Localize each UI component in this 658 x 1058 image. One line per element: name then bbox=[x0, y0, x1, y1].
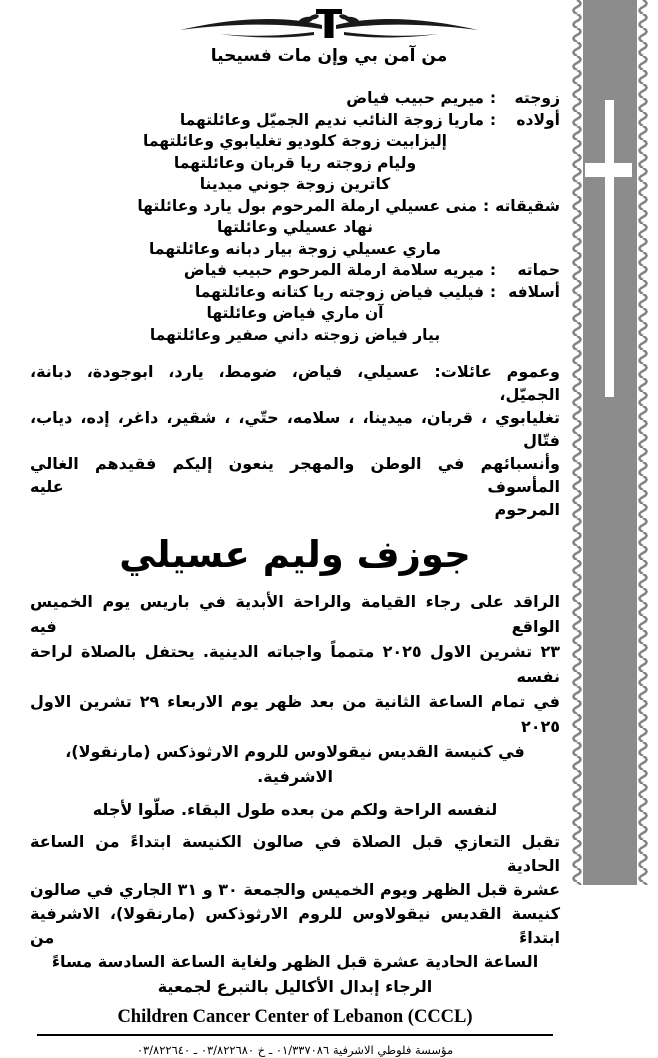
relation-value: ميريه سلامة ارملة المرحوم حبيب فياض bbox=[183, 261, 484, 279]
colon-separator: : bbox=[489, 261, 497, 279]
scripture-verse: من آمن بي وإن مات فسيحيا bbox=[210, 46, 448, 66]
paragraph-line: في تمام الساعة الثانية من بعد ظهر يوم الاربعاء ٢٩ تشرين الاول ٢٠٢٥ bbox=[30, 692, 561, 736]
relation-label: أولاده bbox=[516, 110, 560, 129]
paragraph-line: في كنيسة القديس نيقولاوس للروم الارثوذكس (مارنقولا)، الاشرفية. bbox=[65, 742, 525, 786]
family-row-sisters bbox=[30, 196, 560, 218]
blessing-line: لنفسه الراحة ولكم من بعده طول البقاء. صلّوا لأجله bbox=[92, 800, 498, 819]
paragraph-line: المرحوم bbox=[494, 500, 560, 519]
paragraph-line: وأنسبائهم في الوطن والمهجر ينعون إليكم فقيدهم الغالي المأسوف عليه bbox=[30, 454, 560, 496]
relation-value: فيليب فياض زوجته ريا كتانه وعائلتهما bbox=[194, 282, 484, 301]
relation-label: زوجته bbox=[514, 89, 560, 107]
relation-label: شقيقاته bbox=[495, 196, 560, 215]
paragraph-line: ٢٣ تشرين الاول ٢٠٢٥ متمماً واجباته الدينية. يحتفل بالصلاة لراحة نفسه bbox=[30, 642, 560, 686]
paragraph-line: كنيسة القديس نيقولاوس للروم الارثوذكس (مارنقولا)، الاشرفية ابتداءً من bbox=[30, 904, 560, 947]
colon-separator: : bbox=[489, 89, 497, 107]
colon-separator: : bbox=[489, 110, 497, 129]
family-row-wife bbox=[30, 88, 560, 110]
family-row-children bbox=[30, 110, 560, 132]
paragraph-line: تغليابوي ، قربان، ميدينا، ، سلامه، حتّي، ، شقير، داغر، إده، دياب، فتّال bbox=[30, 408, 560, 450]
family-member-line: كاترين زوجة جوني ميدينا bbox=[199, 175, 391, 193]
family-row-in-laws bbox=[30, 282, 560, 304]
charity-name: Children Cancer Center of Lebanon (CCCL) bbox=[117, 1007, 473, 1027]
side-band bbox=[568, 0, 658, 885]
condolences-paragraph bbox=[30, 830, 560, 974]
family-member-line: إليزابيت زوجة كلوديو تغليابوي وعائلتهما bbox=[143, 132, 447, 150]
paragraph-line: تقبل التعازي قبل الصلاة في صالون الكنيسة ابتداءً من الساعة الحادية bbox=[30, 832, 560, 875]
family-row-mother-in-law bbox=[30, 260, 560, 282]
family-member-line: وليام زوجته ريا قربان وعائلتهما bbox=[173, 153, 417, 172]
relation-label: حماته bbox=[517, 261, 560, 279]
donation-note: الرجاء إبدال الأكاليل بالتبرع لجمعية bbox=[157, 977, 433, 996]
paragraph-line: الراقد على رجاء القيامة والراحة الأبدية في باريس يوم الخميس الواقع فيه bbox=[30, 592, 560, 636]
family-member-line: آن ماري فياض وعائلتها bbox=[206, 304, 384, 322]
center-cross bbox=[316, 9, 342, 38]
colon-separator: : bbox=[489, 282, 497, 301]
family-member-line: نهاد عسيلي وعائلتها bbox=[217, 218, 373, 236]
deceased-name: جوزف وليم عسيلي bbox=[119, 533, 471, 576]
relation-label: أسلافه bbox=[508, 282, 560, 301]
family-member-line: ماري عسيلي زوجة بيار دبانه وعائلتهما bbox=[148, 239, 442, 258]
relation-value: منى عسيلي ارملة المرحوم بول يارد وعائلتها bbox=[137, 196, 478, 215]
divider-line bbox=[37, 1034, 553, 1036]
winged-cross-ornament-icon bbox=[164, 8, 494, 40]
relation-value: ميريم حبيب فياض bbox=[346, 89, 484, 107]
header bbox=[0, 8, 658, 66]
relation-value: ماريا زوجة النائب نديم الجميّل وعائلتهما bbox=[179, 110, 484, 129]
footer-contact-line: مؤسسة فلوطي الاشرفية ٠١/٣٣٧٠٨٦ ـ خ ٠٣/٨٢٢٦٨٠ ـ ٠٣/٨٢٢٦٤٠ bbox=[136, 1043, 454, 1057]
paragraph-line: الساعة الحادية عشرة قبل الظهر ولغاية الساعة السادسة مساءً bbox=[51, 952, 539, 971]
paragraph-line: عشرة قبل الظهر ويوم الخميس والجمعة ٣٠ و ٣١ الجاري في صالون bbox=[30, 880, 561, 899]
paragraph-line: وعموم عائلات: عسيلي، فياض، ضومط، يارد، ابوجودة، دبانة، الجميّل، bbox=[30, 362, 560, 404]
funeral-announcement bbox=[30, 589, 560, 789]
colon-separator: : bbox=[482, 196, 490, 215]
family-member-line: بيار فياض زوجته داني صفير وعائلتهما bbox=[149, 325, 441, 344]
main-text bbox=[30, 88, 560, 1058]
families-paragraph bbox=[30, 360, 560, 521]
family-list bbox=[30, 88, 560, 346]
